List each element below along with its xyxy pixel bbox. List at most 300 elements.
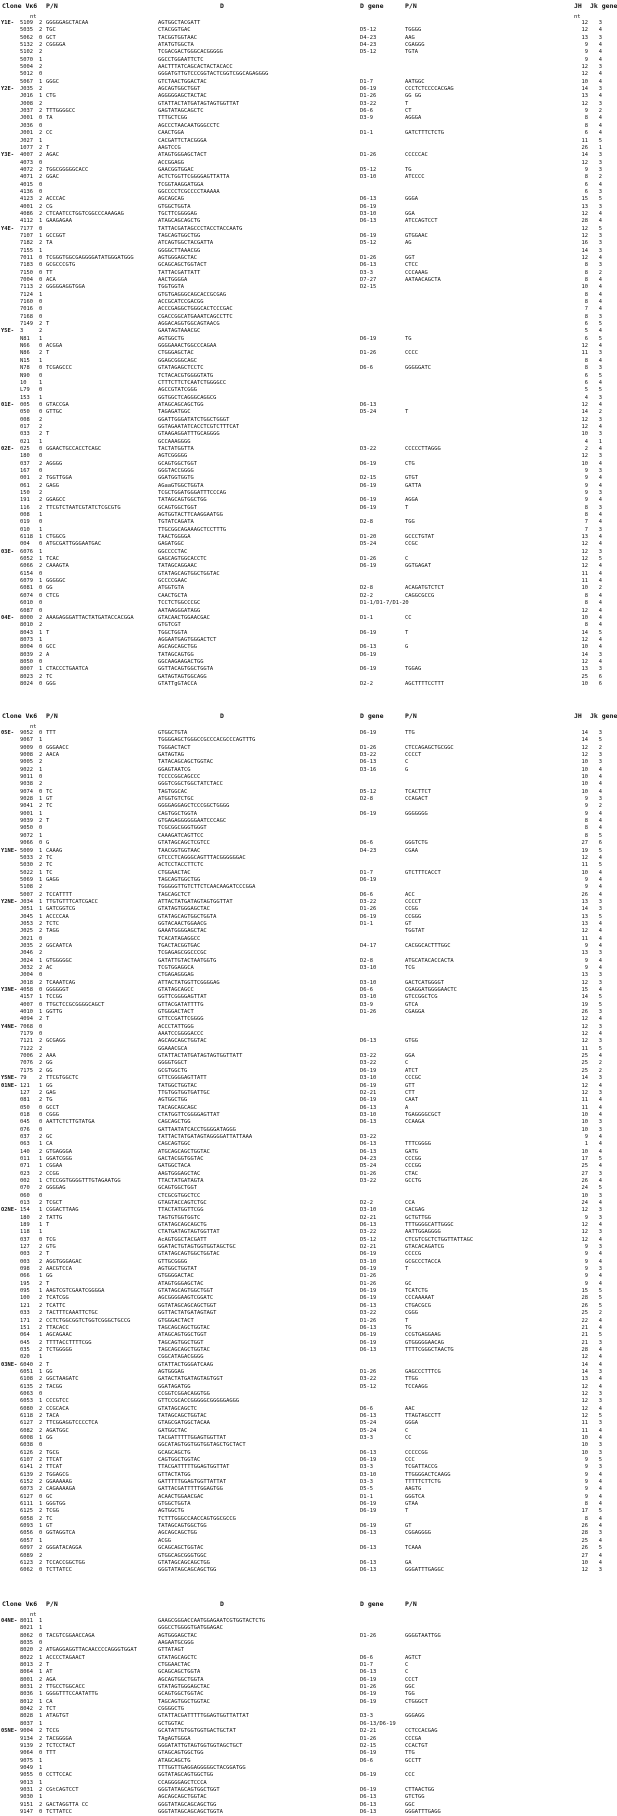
clone-id: 7175	[20, 1067, 33, 1074]
table-row	[0, 1156, 613, 1163]
d-gene: D6-19	[360, 1082, 377, 1089]
clone-id: 5108	[20, 884, 33, 891]
table-row	[0, 409, 613, 416]
pn-sequence: GG	[46, 1435, 53, 1441]
pn-sequence: GTGGGGGC	[46, 957, 72, 964]
d-gene: D6-13	[360, 1669, 377, 1676]
d-gene: D6-6	[360, 840, 373, 847]
pn2-sequence: GATTA	[405, 482, 422, 489]
clone-id: 10	[20, 379, 27, 386]
d-gene: D6-13	[360, 1567, 377, 1574]
d-sequence: GTAGTACCAGTCTGC	[158, 1200, 207, 1206]
nt-count: 1	[39, 994, 43, 1001]
table-row	[0, 593, 613, 600]
clone-id: 9030	[20, 1794, 33, 1801]
nt-count: 2	[39, 152, 43, 159]
table-row	[0, 1193, 613, 1200]
clone-id: 7177	[20, 225, 33, 232]
clone-id: J024	[20, 957, 33, 964]
d-gene: D5-12	[360, 1383, 377, 1390]
d-sequence: CCGGTCGGACAGGTGG	[158, 1390, 210, 1397]
nt-count: 2	[39, 130, 43, 137]
clone-id: 5009	[20, 847, 33, 854]
nt-count: 1	[39, 1618, 43, 1624]
d-sequence: GTGGGGACTAC	[158, 1273, 194, 1280]
nt-count: 1	[39, 1222, 43, 1229]
d-gene: D1-26	[360, 1170, 377, 1177]
header-pn: P/N	[46, 1600, 58, 1608]
table-row	[0, 906, 613, 913]
jh-gene: 12	[581, 854, 588, 861]
d-sequence: AGaaGTGGCTGGTA	[158, 482, 204, 489]
nt-count: 1	[39, 1398, 43, 1405]
jk-gene: 3	[598, 1464, 602, 1471]
table-row	[0, 424, 613, 431]
nt-count: 1	[39, 357, 43, 364]
table-header-3	[0, 1598, 613, 1610]
d-gene: D3-22	[360, 1177, 377, 1184]
jh-gene: 6	[584, 188, 588, 195]
clone-id: 6127	[20, 1420, 33, 1427]
jk-gene: 4	[598, 1097, 602, 1104]
jh-gene: 9	[584, 49, 588, 56]
d-sequence: GTATAGCAGTGGCTGGTAC	[158, 570, 220, 577]
nt-count: 2	[39, 1016, 43, 1023]
pn-sequence: TACGGGGA	[46, 1735, 72, 1742]
table-row	[0, 108, 613, 115]
pn-sequence: TC	[46, 869, 53, 876]
table-row	[0, 1281, 613, 1288]
table-row	[0, 1083, 613, 1090]
jk-gene: 4	[598, 512, 602, 519]
nt-count: 1	[39, 379, 43, 386]
d-sequence: TTACTATGGTTCGG	[158, 1207, 204, 1214]
nt-count: 2	[39, 108, 43, 115]
table-row	[0, 483, 613, 490]
nt-count: 0	[39, 401, 43, 408]
d-sequence: GGGTCGGCTGGCTATCTACC	[158, 781, 223, 788]
jh-gene: 12	[581, 1236, 588, 1243]
pn2-sequence: ATGCATACACCACTA	[405, 957, 454, 964]
d-gene: D2-21	[360, 1728, 377, 1735]
clone-id: 180	[20, 453, 30, 460]
pn2-sequence: TTGGGGACTCAAGG	[405, 1471, 451, 1478]
d-sequence: GTAAGAGGATTTGCAGGGG	[158, 431, 220, 438]
jh-gene: 12	[581, 64, 588, 71]
table-row	[0, 936, 613, 943]
jk-gene: 5	[598, 1302, 602, 1309]
jk-gene: 3	[598, 1420, 602, 1427]
nt-count: 0	[39, 1111, 43, 1118]
table-row	[0, 1038, 613, 1045]
d-gene: D6-13	[360, 1449, 377, 1456]
clone-id: 6127	[20, 1493, 33, 1500]
clone-id: J053	[20, 920, 33, 927]
d-gene: D3-22	[360, 445, 377, 452]
pn-sequence: GGGGGAGGTGGA	[46, 284, 85, 291]
nt-count: 2	[39, 1310, 43, 1317]
jh-gene: 12	[581, 1038, 588, 1045]
pn2-sequence: C	[405, 1427, 409, 1434]
jk-gene: 1	[598, 144, 602, 151]
d-sequence: TGGGACTACT	[158, 744, 191, 751]
table-row	[0, 262, 613, 269]
clone-id: 8073	[20, 636, 33, 643]
clone-id: 6038	[20, 1442, 33, 1449]
nt-count: 1	[39, 1691, 43, 1698]
jk-gene: 4	[598, 497, 602, 504]
clone-id: 9049	[20, 1764, 33, 1771]
jh-gene: 10	[581, 78, 588, 85]
pn2-sequence: GGGATTTGAGG	[405, 1808, 441, 1815]
pn-sequence: GGATCGGG	[46, 1155, 72, 1162]
clone-id: J035	[20, 942, 33, 949]
jk-gene: 5	[598, 1185, 602, 1192]
pn-sequence: CGGG	[46, 1111, 59, 1118]
pn2-sequence: CGGG	[405, 1310, 418, 1317]
d-gene: D6-19	[360, 629, 377, 636]
table-row	[0, 1728, 613, 1735]
jk-gene: 4	[598, 284, 602, 291]
pn2-sequence: AATGGC	[405, 78, 425, 85]
jh-gene: 26	[581, 1302, 588, 1309]
nt-count: 1	[39, 247, 43, 254]
jh-gene: 27	[581, 1552, 588, 1559]
table-row	[0, 730, 613, 737]
pn-sequence: CA	[46, 1141, 53, 1148]
jk-gene: 5	[598, 847, 602, 854]
pn2-sequence: TCG	[405, 965, 415, 971]
jk-gene: 3	[598, 240, 602, 247]
d-gene: D6-13	[360, 1119, 377, 1126]
pn-sequence: TCTC	[46, 920, 59, 927]
table-row	[0, 833, 613, 840]
jk-gene: 3	[598, 1089, 602, 1096]
pn2-sequence: GGGA	[405, 1420, 418, 1427]
d-sequence: AAGTCCG	[158, 144, 181, 151]
d-gene: D6-19	[360, 1750, 377, 1757]
pn2-sequence: TCAAA	[405, 1545, 422, 1552]
clone-id: 033	[20, 1310, 30, 1317]
nt-count: 0	[39, 1567, 43, 1574]
nt-count: 2	[39, 431, 43, 438]
clone-id: 9134	[20, 1735, 33, 1742]
d-gene: D6-19	[360, 460, 377, 467]
d-sequence: ACCCGAGGCTGGGCACTCCCGAC	[158, 306, 233, 313]
jk-gene: 4	[598, 181, 602, 188]
pn2-sequence: CCTCCACGAG	[405, 1728, 438, 1735]
d-gene: D5-24	[360, 1427, 377, 1434]
header-clone: Clone Vκ6	[2, 1600, 38, 1608]
clone-id: 008	[20, 512, 30, 519]
table-row	[0, 644, 613, 651]
table-row	[0, 563, 613, 570]
nt-count: 2	[39, 884, 43, 891]
table-row	[0, 20, 613, 27]
pn-sequence: GGTAGGTCA	[46, 1530, 76, 1537]
nt-count: 2	[39, 504, 43, 511]
d-sequence: AAATCCGGGGACCC	[158, 1031, 204, 1038]
clone-id: 6093	[20, 1523, 33, 1530]
d-sequence: CGACCGGCATGAAATCAGCCTTC	[158, 313, 233, 320]
nt-count: 2	[39, 759, 43, 766]
pn2-sequence: TCACTTCT	[405, 788, 431, 795]
nt-count: 0	[39, 1126, 43, 1133]
jh-gene: 9	[584, 876, 588, 883]
d-sequence: CTGGAACTAC	[158, 869, 191, 876]
jk-gene: 3	[598, 1207, 602, 1214]
nt-count: 2	[39, 1266, 43, 1273]
clone-id: 4058	[20, 987, 33, 994]
clone-id: 6118	[20, 1412, 33, 1419]
d-sequence: GGGTATAGCAGTGGCTGGT	[158, 1786, 220, 1793]
nt-count: 0	[39, 299, 43, 306]
nt-count: 2	[39, 862, 43, 869]
clone-id: 7160	[20, 299, 33, 306]
d-sequence: GCAGCAGCTGGTA	[158, 1669, 201, 1676]
jk-gene: 3	[598, 159, 602, 166]
d-sequence: AGCAGCAGCTGG	[158, 644, 197, 651]
d-sequence: GTTATAGT	[158, 1647, 184, 1654]
jh-gene: 15	[581, 987, 588, 994]
table-row	[0, 1295, 613, 1302]
d-gene: D5-12	[360, 240, 377, 247]
nt-count: 2	[39, 1170, 43, 1177]
clone-id: 8020	[20, 1647, 33, 1654]
d-gene: D5-24	[360, 1420, 377, 1427]
d-sequence: GTTGCGGGG	[158, 1258, 188, 1265]
pn2-sequence: CCCCG	[405, 1251, 422, 1258]
jk-gene: 4	[598, 541, 602, 548]
pn-sequence: TCTTATCC	[46, 1567, 72, 1574]
pn2-sequence: GT	[405, 1523, 412, 1530]
d-sequence: GCAGTGGCTGGT	[158, 504, 197, 511]
nt-count: 2	[39, 891, 43, 898]
pn-sequence: GGAAAAAG	[46, 1479, 72, 1486]
pn-sequence: TACGG	[46, 1383, 63, 1390]
jk-gene: 3	[598, 394, 602, 401]
nt-count: 2	[39, 1801, 43, 1808]
pn-sequence: T	[46, 431, 50, 438]
d-sequence: TGCTTCGGGGAG	[158, 210, 197, 217]
d-sequence: CTCGCGTGGCTCC	[158, 1192, 201, 1199]
clone-group: 03NE-	[1, 1361, 18, 1368]
d-sequence: GTTCCGATTCGGGG	[158, 1016, 204, 1023]
d-gene: D3-10	[360, 174, 377, 181]
table-row	[0, 652, 613, 659]
pn2-sequence: AAG	[405, 34, 415, 41]
d-sequence: GATAGTAGTGGCAGG	[158, 673, 207, 680]
table-row	[0, 1538, 613, 1545]
d-sequence: TCACATAGAGGCC	[158, 935, 201, 942]
nt-count: 2	[39, 1324, 43, 1331]
jk-gene: 4	[598, 1273, 602, 1280]
clone-id: 9067	[20, 737, 33, 744]
jh-gene: 8	[584, 832, 588, 839]
d-sequence: TACGGTGGTAAC	[158, 34, 197, 41]
d-sequence: TAGCAGTGGCTGGT	[158, 1339, 204, 1346]
clone-group: Y5E-	[1, 328, 14, 335]
pn-sequence: AAGTCGTCGAATCGGGGA	[46, 1288, 105, 1295]
d-gene: D2-21	[360, 1214, 377, 1221]
pn2-sequence: GTGT	[405, 475, 418, 482]
table-row	[0, 1149, 613, 1156]
nt-count: 1	[39, 957, 43, 964]
clone-id: 167	[20, 467, 30, 474]
table-row	[0, 1325, 613, 1332]
clone-id: 5030	[20, 862, 33, 869]
jk-gene: 4	[598, 1501, 602, 1508]
jk-gene: 2	[598, 409, 602, 416]
table-row	[0, 1428, 613, 1435]
nt-count: 0	[39, 269, 43, 276]
jk-gene: 3	[598, 1023, 602, 1030]
clone-id: 033	[20, 431, 30, 438]
clone-id: 7155	[20, 247, 33, 254]
d-sequence: GTATAGCAGCAGCTGG	[158, 1559, 210, 1566]
jk-gene: 4	[598, 130, 602, 137]
clone-id: 1077	[20, 144, 33, 151]
pn-sequence: TT	[46, 269, 53, 276]
table-row	[0, 86, 613, 93]
clone-id: 6052	[20, 556, 33, 563]
pn-sequence: TTT	[46, 730, 56, 736]
table-row	[0, 490, 613, 497]
jk-gene: 4	[598, 1031, 602, 1038]
jk-gene: 5	[598, 913, 602, 920]
nt-count: 2	[39, 1376, 43, 1383]
jh-gene: 12	[581, 1405, 588, 1412]
clone-id: 9038	[20, 781, 33, 788]
pn-sequence: CC	[46, 130, 53, 137]
jk-gene: 5	[598, 1508, 602, 1515]
jh-gene: 12	[581, 556, 588, 563]
table-row	[0, 818, 613, 825]
jk-gene: 5	[598, 1295, 602, 1302]
clone-id: 013	[20, 1200, 30, 1206]
clone-id: 191	[20, 497, 30, 504]
jh-gene: 6	[584, 181, 588, 188]
d-sequence: TACAGCAGCAGC	[158, 1104, 197, 1111]
table-row	[0, 855, 613, 862]
jk-gene: 5	[598, 994, 602, 1001]
jk-gene: 3	[598, 548, 602, 555]
nt-count: 1	[39, 1669, 43, 1676]
jk-gene: 1	[598, 438, 602, 445]
d-gene: D2-8	[360, 585, 373, 592]
d-sequence: GGAGTAATCG	[158, 766, 191, 773]
table-row	[0, 556, 613, 563]
jh-gene: 24	[581, 1185, 588, 1192]
d-sequence: GTGGCTGGTA	[158, 1501, 191, 1508]
jk-gene: 5	[598, 862, 602, 869]
nt-count: 0	[39, 570, 43, 577]
pn-sequence: AGGGG	[46, 460, 63, 467]
d-sequence: ACCCTATTGGG	[158, 1023, 194, 1030]
header-d: D	[220, 712, 224, 720]
jh-gene: 8	[584, 357, 588, 364]
d-sequence: AGGGGGAGCTACTAC	[158, 93, 207, 100]
d-sequence: GCAGTGGCTGGT	[158, 460, 197, 467]
jh-gene: 8	[584, 269, 588, 276]
nt-count: 0	[39, 1236, 43, 1243]
clone-id: J046	[20, 950, 33, 957]
pn-sequence: TA	[46, 115, 53, 122]
d-gene: D6-19	[360, 563, 377, 570]
d-sequence: AGTGGTACTTCAAGGAATGG	[158, 512, 223, 519]
nt-count: 2	[39, 27, 43, 34]
table-row	[0, 571, 613, 578]
pn2-sequence: GGGGTAATTGG	[405, 1632, 441, 1639]
table-row	[0, 892, 613, 899]
table-row	[0, 1251, 613, 1258]
nt-count: 2	[39, 854, 43, 861]
nt-count: 2	[39, 64, 43, 71]
pn-sequence: GG	[46, 1273, 53, 1280]
pn2-sequence: CCGC	[405, 541, 418, 548]
nt-count: 2	[39, 1383, 43, 1390]
d-gene: D6-19	[360, 1288, 377, 1295]
pn-sequence: GCC	[46, 644, 56, 651]
pn-sequence: TGCG	[46, 1449, 59, 1456]
pn2-sequence: GATG	[405, 1148, 418, 1155]
nt-count: 1	[39, 534, 43, 541]
nt-count: 2	[39, 423, 43, 430]
table-row	[0, 994, 613, 1001]
clone-id: 7011	[20, 255, 33, 261]
clone-id: N81	[20, 335, 30, 342]
header-d: D	[220, 1600, 224, 1608]
pn-sequence: GGGGGAGCTACAA	[46, 20, 89, 26]
jk-gene: 4	[598, 445, 602, 452]
pn2-sequence: CGAGGA	[405, 1009, 425, 1016]
jh-gene: 9	[584, 1214, 588, 1221]
nt-count: 0	[39, 225, 43, 232]
d-sequence: GTCTAACTGGACTAC	[158, 78, 207, 85]
clone-id: 5070	[20, 56, 33, 63]
jh-gene: 8	[584, 313, 588, 320]
clone-id: 9139	[20, 1742, 33, 1749]
nt-count: 1	[39, 1273, 43, 1280]
jk-gene: 3	[598, 203, 602, 210]
jh-gene: 10	[581, 759, 588, 766]
nt-count: 1	[39, 1713, 43, 1720]
nt-count: 2	[39, 174, 43, 181]
pn-sequence: TC	[46, 788, 53, 795]
pn2-sequence: CCAGACT	[405, 796, 428, 803]
pn-sequence: AGATGGC	[46, 1427, 69, 1434]
pn-sequence: AC	[46, 965, 53, 971]
table-row	[0, 270, 613, 277]
nt-count: 0	[39, 592, 43, 599]
pn2-sequence: ACC	[405, 891, 415, 898]
pn-sequence: CGGAA	[46, 1163, 63, 1170]
table-row	[0, 321, 613, 328]
d-sequence: TAACTGGGGA	[158, 534, 191, 541]
jk-gene: 4	[598, 788, 602, 795]
d-gene: D1-26	[360, 1280, 377, 1287]
jh-gene: 27	[581, 840, 588, 847]
jh-gene: 10	[581, 284, 588, 291]
pn2-sequence: CC	[405, 1435, 412, 1441]
d-sequence: TTTGGTTGAGGAGGGGGCTACGGATGG	[158, 1764, 246, 1771]
d-sequence: ATAGCAGCAGCTGG	[158, 401, 204, 408]
nt-count: 0	[39, 1192, 43, 1199]
jk-gene: 4	[598, 71, 602, 78]
jh-gene: 12	[581, 71, 588, 78]
clone-id: 6080	[20, 1405, 33, 1412]
d-sequence: ACTCCTACCTTCTC	[158, 862, 204, 869]
